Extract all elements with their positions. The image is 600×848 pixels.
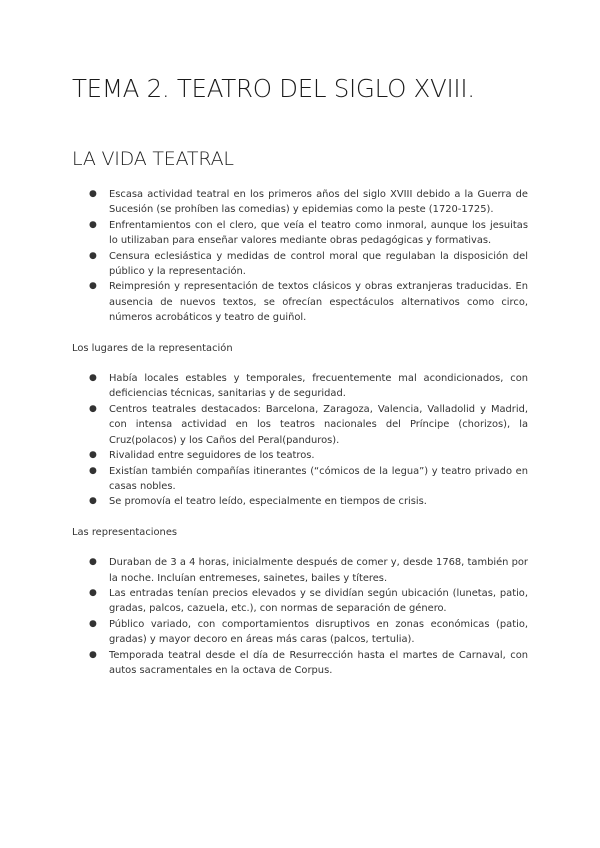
lugares-bullet-list [72,371,528,510]
bullet-icon: ● [89,557,97,568]
bullet-icon: ● [89,219,97,230]
bullet-icon: ● [89,250,97,261]
list-item: ● Censura eclesiástica y medidas de control moral que regulaban la disposición del público y la representación. [89,250,528,278]
bullet-icon: ● [89,465,97,476]
representaciones-heading: Las representaciones [72,526,178,538]
bullet-icon: ● [89,450,97,461]
list-item: ● Las entradas tenían precios elevados y se dividían según ubicación (lunetas, patio, gradas, palcos, cazuela, etc.), con normas de separación de género. [89,587,528,615]
bullet-icon: ● [89,281,97,292]
list-item: ● Reimpresión y representación de textos clásicos y obras extranjeras traducidas. En ausencia de nuevos textos, se ofrecían espectáculos alternativos como circo, números acrobáticos y teatro de guiñol. [89,281,528,324]
intro-bullet-list [72,187,528,326]
list-item: ● Temporada teatral desde el día de Resurrección hasta el martes de Carnaval, con autos sacramentales en la octava de Corpus. [89,649,528,676]
list-item: ● Existían también compañías itinerantes (“cómicos de la legua”) y teatro privado en casas nobles. [89,465,528,492]
bullet-icon: ● [89,189,97,199]
bullet-icon: ● [89,403,97,414]
list-item: ● Había locales estables y temporales, frecuentemente mal acondicionados, con deficiencias técnicas, sanitarias y de seguridad. [89,373,528,400]
bullet-icon: ● [89,649,97,660]
bullet-icon: ● [89,587,97,598]
bullet-icon: ● [89,618,97,629]
bullet-icon: ● [89,496,97,507]
lugares-heading: Los lugares de la representación [72,342,233,354]
list-item: ● Público variado, con comportamientos disruptivos en zonas económicas (patio, gradas) y mayor decoro en áreas más caras (palcos, tertulia). [89,618,528,646]
list-item: ● Enfrentamientos con el clero, que veía el teatro como inmoral, aunque los jesuitas lo utilizaban para enseñar valores mediante obras pedagógicas y formativas. [89,219,528,247]
list-item: ● Rivalidad entre seguidores de los teatros. [72,448,528,463]
list-item: ● Escasa actividad teatral en los primeros años del siglo XVIII debido a la Guerra de Sucesión (se prohíben las comedias) y epidemias como la peste (1720-1725). [89,189,528,216]
section-title: LA VIDA TEATRAL [72,148,234,170]
list-item: ● Se promovía el teatro leído, especialmente en tiempos de crisis. [72,494,528,509]
representaciones-bullet-list [72,555,528,678]
list-item: ● Duraban de 3 a 4 horas, inicialmente después de comer y, desde 1768, también por la noche. Incluían entremeses, sainetes, bailes y títeres. [89,557,528,584]
document-title: TEMA 2. TEATRO DEL SIGLO XVIII. [72,74,475,103]
list-item: ● Centros teatrales destacados: Barcelona, Zaragoza, Valencia, Valladolid y Madrid, con intensa actividad en los teatros nacionales del Príncipe (chorizos), la Cruz(polacos) y los Caños del Peral(panduros). [89,403,528,446]
document-body [72,187,528,678]
bullet-icon: ● [89,373,97,384]
